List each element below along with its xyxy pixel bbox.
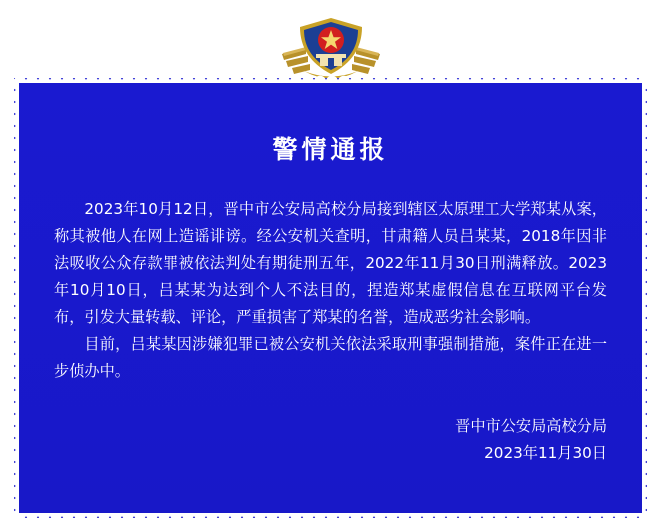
police-notice-card xyxy=(14,78,647,518)
page-title: 警情通报 xyxy=(272,135,389,164)
signature-block xyxy=(54,413,607,467)
notice-paragraph-2: 目前，吕某某因涉嫌犯罪已被公安机关依法采取刑事强制措施，案件正在进一步侦办中。 xyxy=(54,335,607,380)
notice-content xyxy=(14,78,647,518)
notice-paragraph-1: 2023年10月12日，晋中市公安局高校分局接到辖区太原理工大学郑某从案，称其被他人在网上造谣诽谤。经公安机关查明，甘肃籍人员吕某某，2018年因非法吸收公众存款罪被依法判处有期徒刑五年，2022年11月30日刑满释放。2023年10月10日，吕某某为达到个人不法目的，捏造郑某虚假信息在互联网平台发布，引发大量转载、评论，严重损害了郑某的名誉，造成恶劣社会影响。 xyxy=(54,200,607,326)
signature-date: 2023年11月30日 xyxy=(484,444,607,462)
bottom-band xyxy=(0,518,661,530)
signature-department: 晋中市公安局高校分局 xyxy=(455,417,607,435)
